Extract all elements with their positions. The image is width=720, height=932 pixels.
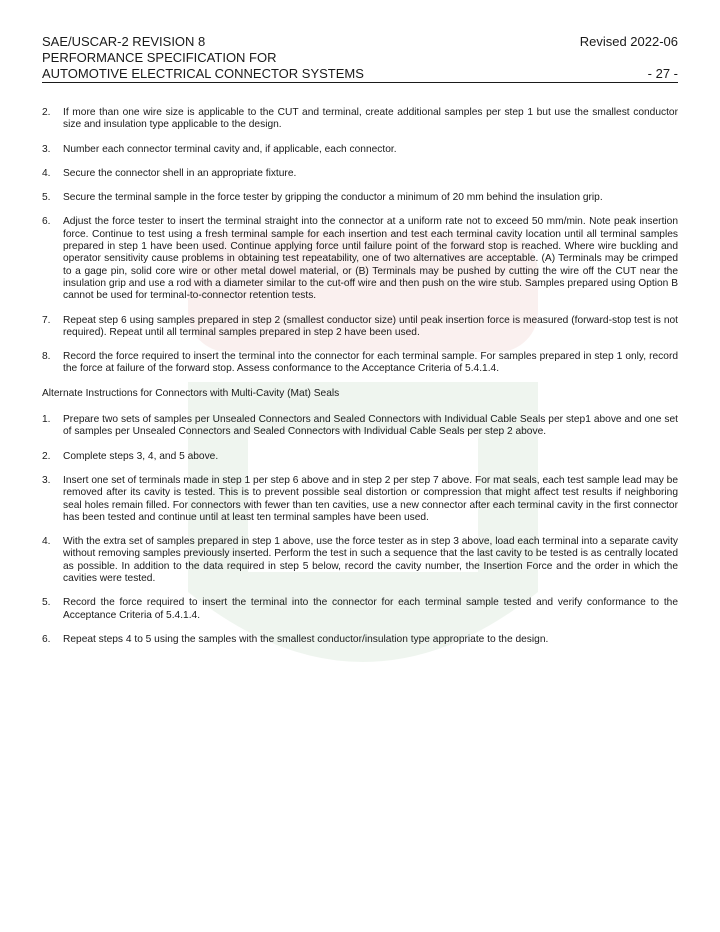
step-number: 7. <box>42 314 51 326</box>
alt-step-item <box>42 634 678 646</box>
header-row-3 <box>42 66 678 83</box>
step-number: 5. <box>42 597 51 609</box>
alt-step-item <box>42 451 678 463</box>
step-number: 2. <box>42 450 51 462</box>
step-text: Record the force required to insert the terminal into the connector for each terminal sample. For samples prepared in step 1 only, record the force at failure of the forward stop. Assess conformance to the Acceptance Criteria of 5.4.1.4. <box>63 351 678 375</box>
step-item <box>42 144 678 156</box>
step-item <box>42 351 678 376</box>
step-text: Complete steps 3, 4, and 5 above. <box>63 450 219 462</box>
step-text: Repeat steps 4 to 5 using the samples with the smallest conductor/insulation type appropriate to the design. <box>63 633 549 645</box>
step-number: 3. <box>42 143 51 155</box>
step-item <box>42 192 678 204</box>
revised-date: Revised 2022-06 <box>579 34 678 49</box>
step-number: 2. <box>42 107 51 118</box>
step-text: Prepare two sets of samples per Unsealed Connectors and Sealed Connectors with Individual Cable Seals per step1 above and one set of samples per Unsealed Connectors and Sealed Connectors with Individual Cable Seals per step 2 above. <box>63 414 678 438</box>
step-text: Record the force required to insert the terminal into the connector for each terminal sample tested and verify conformance to the Acceptance Criteria of 5.4.1.4. <box>63 597 678 621</box>
header-row-2 <box>42 50 678 66</box>
doc-id: SAE/USCAR-2 REVISION 8 <box>42 34 206 49</box>
header-row-1 <box>42 34 678 50</box>
step-number: 4. <box>42 167 51 179</box>
step-item <box>42 107 678 132</box>
doc-title-line-2: AUTOMOTIVE ELECTRICAL CONNECTOR SYSTEMS <box>42 66 364 81</box>
step-number: 1. <box>42 414 51 426</box>
step-number: 4. <box>42 536 51 548</box>
page-header <box>42 34 678 83</box>
page-number: - 27 - <box>647 66 678 81</box>
step-number: 5. <box>42 192 51 204</box>
alt-step-item <box>42 597 678 622</box>
step-text: Secure the connector shell in an appropriate fixture. <box>63 167 297 179</box>
step-number: 8. <box>42 351 51 363</box>
alt-step-item <box>42 536 678 585</box>
step-text: Number each connector terminal cavity and, if applicable, each connector. <box>63 143 397 155</box>
alt-step-item <box>42 475 678 524</box>
step-text: Repeat step 6 using samples prepared in step 2 (smallest conductor size) until peak insertion force is measured (forward-stop test is not required). Repeat until all terminal samples prepared in step 2 have been used. <box>63 314 678 338</box>
step-number: 3. <box>42 474 51 486</box>
alt-step-item <box>42 414 678 439</box>
step-text: Insert one set of terminals made in step 1 per step 6 above and in step 2 per step 7 above. For mat seals, each test sample lead may be removed after its cavity is tested. This is to prevent possible seal distortion or compression that might affect test results if neighboring seal holes remain filled. For connectors with fewer than ten cavities, use a new connector after each terminal cavity in the first connector has been tested and continue until at least ten terminal samples have been used. <box>63 474 678 523</box>
step-item <box>42 168 678 180</box>
doc-title-line-1: PERFORMANCE SPECIFICATION FOR <box>42 50 277 65</box>
step-text: Secure the terminal sample in the force tester by gripping the conductor a minimum of 20 mm behind the insulation grip. <box>63 192 603 204</box>
step-number: 6. <box>42 633 51 645</box>
step-text: If more than one wire size is applicable to the CUT and terminal, create additional samples per step 1 but use the smallest conductor size and insulation type applicable to the design. <box>63 107 678 131</box>
section-heading: Alternate Instructions for Connectors with Multi-Cavity (Mat) Seals <box>42 387 340 399</box>
step-number: 6. <box>42 216 51 228</box>
step-item <box>42 216 678 302</box>
step-text: With the extra set of samples prepared in step 1 above, use the force tester as in step 3 above, load each terminal into a separate cavity without removing samples previously inserted. Perform the test in such a sequence that the last cavity to be tested is as centrally located as possible. In addition to the data required in step 5 below, record the cavity number, the Insertion Force and the order in which the cavities were tested. <box>63 536 678 585</box>
page-content <box>42 107 678 658</box>
step-text: Adjust the force tester to insert the terminal straight into the connector at a uniform rate not to exceed 50 mm/min. Note peak insertion force. Continue to test using a fresh terminal sample for each insertion and test each terminal cavity location until all terminal samples prepared in step 1 have been used. Continue applying force until failure point of the forward stop is reached. Where wire buckling and operator sensitivity cause problems in obtaining test repeatability, one of two alternatives are acceptable. (A) Terminals may be crimped to a gage pin, solid core wire or other metal dowel material, or (B) Terminals may be pushed by cutting the wire off the CUT near the insulation grip and use a rod with a diameter similar to the cut-off wire and then push on the wire stub. Samples prepared using Option B cannot be used for terminal-to-connector retention tests. <box>63 216 678 302</box>
step-item <box>42 315 678 340</box>
